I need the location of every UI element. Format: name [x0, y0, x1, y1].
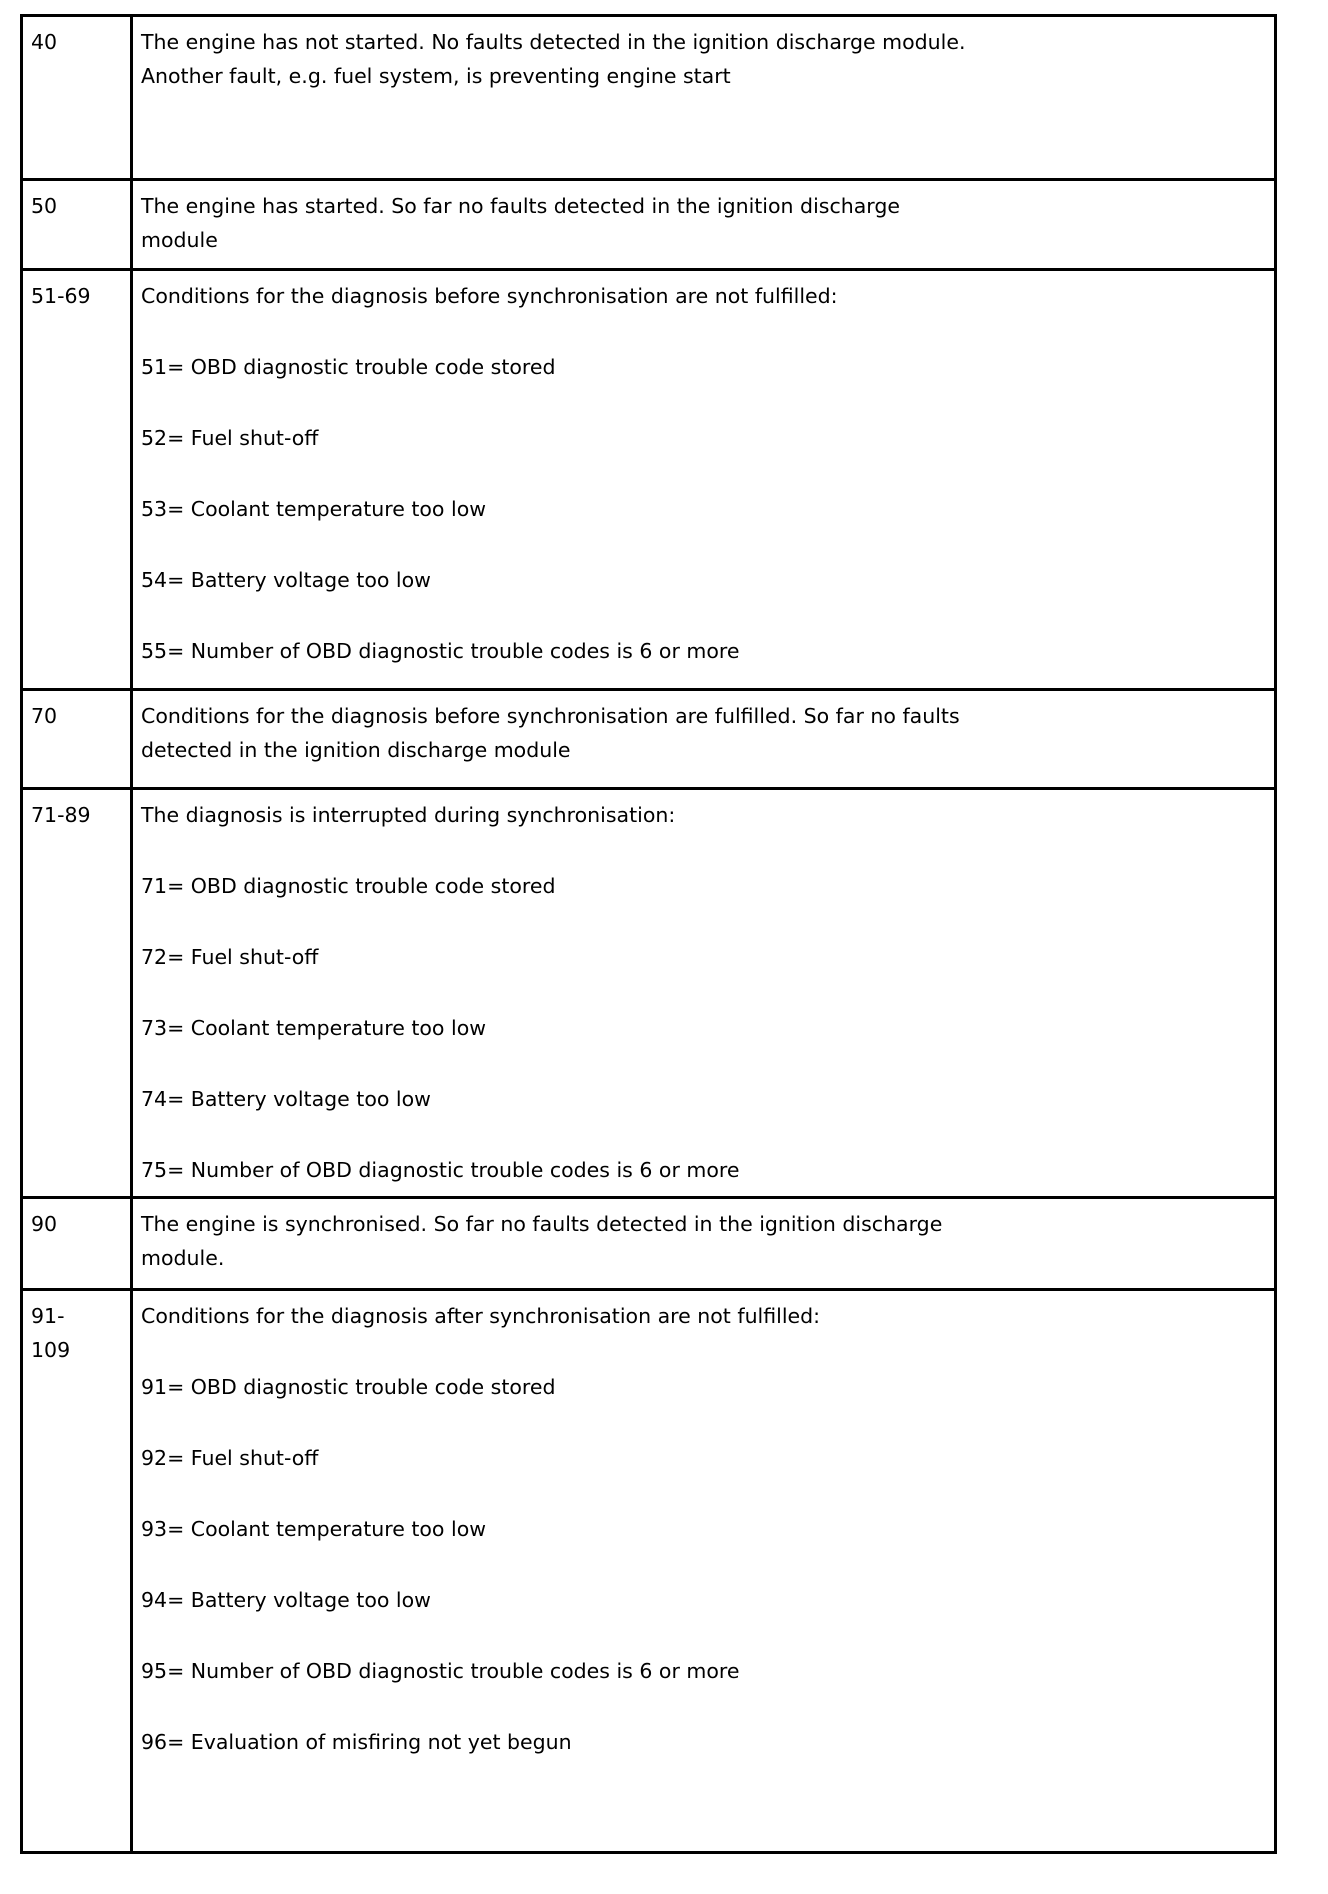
list-item: 51= OBD diagnostic trouble code stored	[141, 355, 556, 379]
table-row	[23, 1196, 1274, 1288]
table-row	[23, 688, 1274, 787]
table-row	[23, 268, 1274, 688]
description-cell	[133, 691, 1274, 787]
list-item: 72= Fuel shut-off	[141, 945, 319, 969]
list-item: 53= Coolant temperature too low	[141, 497, 486, 521]
description-line: The diagnosis is interrupted during synchronisation:	[141, 803, 676, 827]
list-item: 96= Evaluation of misfiring not yet begun	[141, 1730, 572, 1754]
description-line: The engine has not started. No faults detected in the ignition discharge module.	[141, 30, 966, 54]
list-item: 54= Battery voltage too low	[141, 568, 431, 592]
description-line: detected in the ignition discharge module	[141, 738, 571, 762]
code-cell: 40	[23, 17, 133, 178]
code-cell: 51-69	[23, 271, 133, 688]
table-row	[23, 17, 1274, 178]
list-item: 73= Coolant temperature too low	[141, 1016, 486, 1040]
list-item: 91= OBD diagnostic trouble code stored	[141, 1375, 556, 1399]
description-cell	[133, 1199, 1274, 1288]
description-cell	[133, 271, 1274, 688]
code-cell: 70	[23, 691, 133, 787]
list-item: 52= Fuel shut-off	[141, 426, 319, 450]
description-line: Conditions for the diagnosis before synchronisation are fulfilled. So far no faults	[141, 704, 960, 728]
table-row	[23, 1288, 1274, 1851]
description-line: Conditions for the diagnosis after synchronisation are not fulfilled:	[141, 1304, 821, 1328]
description-line: The engine is synchronised. So far no faults detected in the ignition discharge	[141, 1212, 943, 1236]
description-line: The engine has started. So far no faults detected in the ignition discharge	[141, 194, 900, 218]
list-item: 71= OBD diagnostic trouble code stored	[141, 874, 556, 898]
list-item: 75= Number of OBD diagnostic trouble codes is 6 or more	[141, 1158, 740, 1182]
list-item: 55= Number of OBD diagnostic trouble codes is 6 or more	[141, 639, 740, 663]
list-item: 92= Fuel shut-off	[141, 1446, 319, 1470]
code-cell: 91- 109	[23, 1291, 133, 1851]
description-cell	[133, 181, 1274, 268]
code-cell: 50	[23, 181, 133, 268]
table-row	[23, 178, 1274, 268]
list-item: 93= Coolant temperature too low	[141, 1517, 486, 1541]
diagnostic-code-table	[20, 14, 1277, 1854]
list-item: 74= Battery voltage too low	[141, 1087, 431, 1111]
description-cell	[133, 790, 1274, 1196]
description-cell	[133, 1291, 1274, 1851]
description-line: module.	[141, 1246, 225, 1270]
table-row	[23, 787, 1274, 1196]
code-cell: 90	[23, 1199, 133, 1288]
description-cell	[133, 17, 1274, 178]
description-line: Another fault, e.g. fuel system, is preventing engine start	[141, 64, 731, 88]
list-item: 94= Battery voltage too low	[141, 1588, 431, 1612]
description-line: Conditions for the diagnosis before synchronisation are not fulfilled:	[141, 284, 838, 308]
list-item: 95= Number of OBD diagnostic trouble codes is 6 or more	[141, 1659, 740, 1683]
description-line: module	[141, 228, 218, 252]
code-cell: 71-89	[23, 790, 133, 1196]
